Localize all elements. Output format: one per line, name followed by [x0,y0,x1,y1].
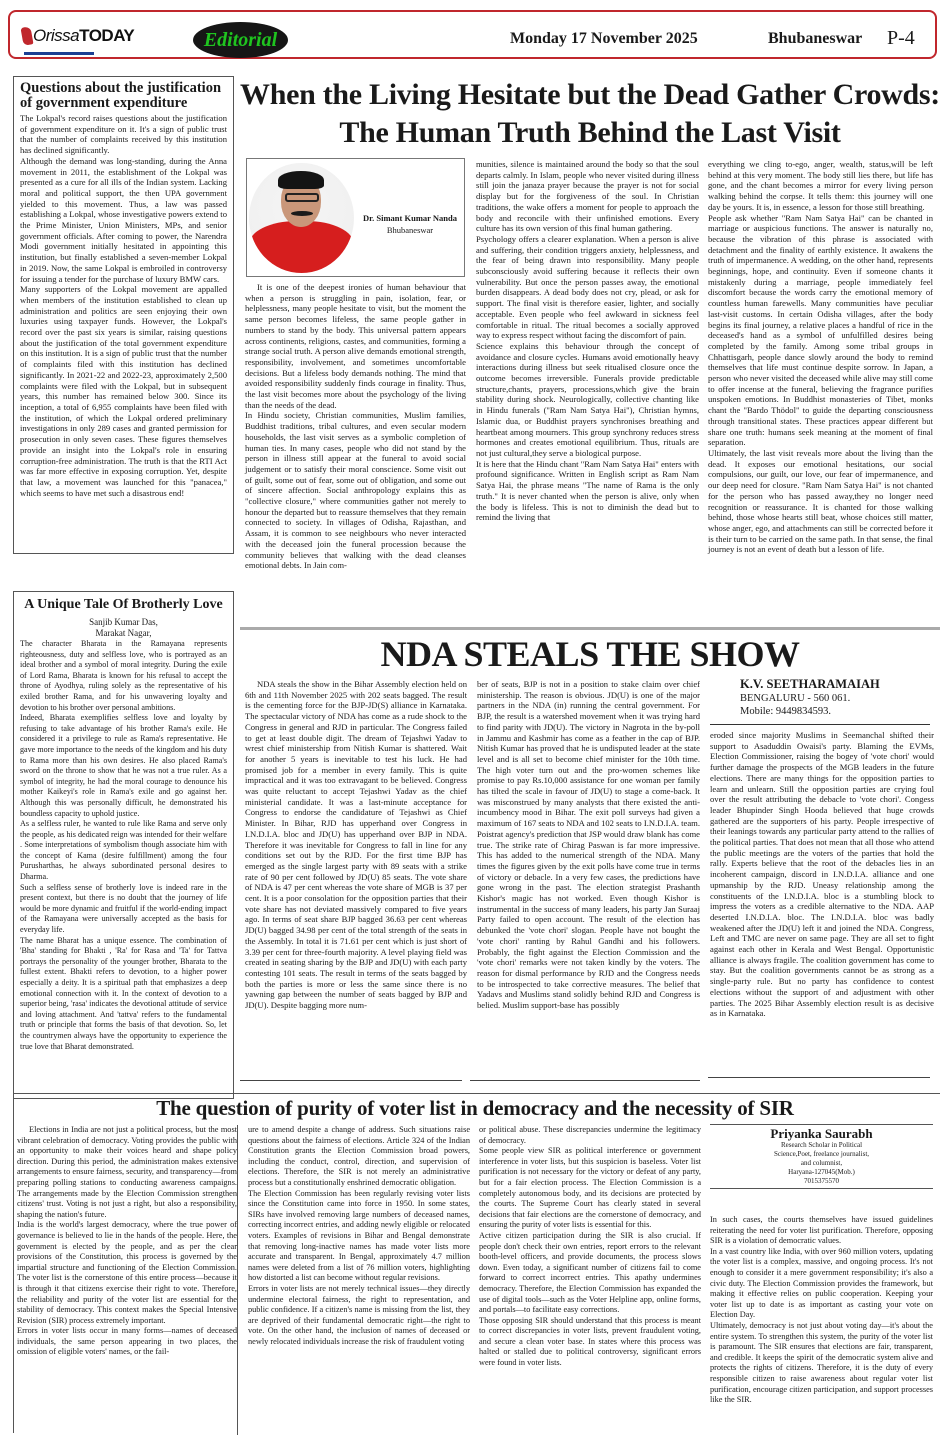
nda-author-divider [710,724,930,725]
sir-column-3 [479,1125,701,1369]
nda-column-2 [477,679,700,1011]
issue-city: Bhubaneswar [768,30,863,47]
feature-paragraph: Ultimately, the last visit reveals more about the living than the dead. It exposes our emotional hesitations, our social compulsions, our guilt, our love, our fear of impermanence, and our deep need for closure. "Ram Nam Satya Hai" is not chanted for the person who has passed away,they no longer need recognition or reassurance. It is chanted for those walking behind, those whose hearts still beat, whose choices still matter, whose anger, ego, and attachments can still be corrected before it is their turn to be carried on the same path. In that sense, the final journey is not an event of death but a lesson of life. [708,447,933,555]
feature-paragraph: It is one of the deepest ironies of human behaviour that when a person is struggling in pain, isolation, fear, or helplessness, many people hesitate to visit, but the moment the same person becomes lifeless, the same people gather in numbers to stand by the body. This universal pattern appears across continents, religions, castes, and communities, forming a strange social truth. A person alive demands emotional strength, responsibility, involvement, and sometimes uncomfortable decisions. But a lifeless body demands nothing. The mind that avoided responsibility suddenly finds courage in finality. Thus, the last visit becomes more about the psychology of the living than the needs of the dead. [245,282,466,410]
sir-paragraph: In such cases, the courts themselves have issued guidelines reiterating the need for voter list purification. Therefore, opposing SIR is a violation of democratic values. [710,1215,933,1246]
nda-bottom-rule [470,1080,700,1081]
lokpal-paragraph: The Lokpal's record raises questions about the justification of government expenditure on it. It's a sign of public trust that the number of complaints received by this institution has declined significantly. [20,113,227,156]
sir-paragraph: Errors in voter lists occur in many forms—names of deceased individuals, the same person appearing in two places, the omission of eligible voters' names, or the fail- [17,1326,237,1357]
masthead [8,10,937,59]
sir-author-line: Science,Poet, freelance journalist, [773,1150,870,1158]
brotherly-love-paragraph: Indeed, Bharata exemplifies selfless love and loyalty by refusing to take advantage of his brother Rama's exile. He considered it a privilege to rule as Rama's representative. He gave more importance to the needs of the kingdom and his duty to Rama more than his own desires. He also placed Rama's sword on the throne to show that he was not a true ruler. As a symbol of integrity, he had the moral courage to denounce his mother Kaikeyi's role in Rama's exile and go against her. Although this was personally difficult, he demonstrated his boundless capacity to uphold justice. [20,713,227,818]
feature-headline: When the Living Hesitate but the Dead Gather Crowds: The Human Truth Behind the Last Visit [240,78,940,149]
feature-paragraph: Science explains this behaviour through the concept of avoidance and closure cycles. Humans avoid emotionally heavy interactions during illness but seek ritualised closure once the outcome becomes irreversible. Funerals provide predictable structure,chants, prayers, processions,which give the brain stability during shock. Neurologically, collective chanting like in Hindu funerals ("Ram Nam Satya Hai"), Christian hymns, Islamic dua, or Buddhist prayers synchronises breathing and heartbeat among mourners. This group synchrony reduces stress hormones and creates emotional equilibrium. Thus, rituals are not just cultural,they serve a biological purpose. [476,340,699,458]
sir-author-line: and columnist, [800,1159,843,1167]
feature-paragraph: It is here that the Hindu chant "Ram Nam Satya Hai" enters with profound significance. Written in English script as Ram Nam Satya Hai, the phrase means "The name of Rama is the only truth." It is never chanted when the person is alive, only when the body is lifeless. This is not to diminish the dead but to remind the living that [476,458,699,523]
sir-paragraph: Elections in India are not just a political process, but the most vibrant celebration of democracy. Voting provides the public with an opportunity to make their voices heard and shape policy direction. During this period, the administration makes extensive arrangements to ensure fairness, security, and transparency—from preparing polling stations to conducting awareness campaigns. The arrangements made by the Election Commission strengthen citizens' trust. Voting is not just a right, but also a responsibility, shaping the nation's future. [17,1125,237,1219]
feature-column-3 [708,159,933,555]
sir-paragraph: The Election Commission has been regularly revising voter lists since the Constitution came into force in 1950. In some states, SIRs have involved removing large numbers of deceased names, correcting incorrect entries, and adding newly eligible or relocated voters. Examples of revisions in Bihar and Bengal demonstrate that removing long-inactive names has made voter lists more accurate and transparent. In Bengal, approximately 4.7 million names were deleted from a list of 76 million voters, highlighting how distorted a list can become without regular revisions. [248,1188,470,1283]
sir-author-name: Priyanka Saurabh [770,1126,873,1141]
brotherly-love-body [20,639,227,1052]
feature-divider [240,627,940,630]
logo-text-orissa: Orissa [33,26,80,45]
nda-author-city: BENGALURU - 560 061. [740,693,851,704]
sir-paragraph: Those opposing SIR should understand that this process is meant to correct discrepancies in voter lists, prevent fraudulent voting, and secure a clean voter base. In states where this process was halted or stalled due to political controversy, significant errors were found in voter lists. [479,1315,701,1368]
feature-column-2 [476,159,699,523]
sir-author-block [710,1124,933,1189]
sir-author-line: Haryana-127045(Mob.) [788,1168,855,1176]
sir-author-line: 7015375570 [804,1177,839,1185]
sir-paragraph: Some people view SIR as political interference or government interference in voter lists, but this suspicion is baseless. Voter list purification is not necessary for the victory or defeat of any party, but for a fair election process. The Election Commission is a completely autonomous body, and its decisions are protected by the courts. The Supreme Court has clearly stated in several decisions that fair elections are the cornerstone of democracy, and ensuring the purity of voter lists is essential for this. [479,1146,701,1230]
section-badge-label: Editorial [203,28,278,51]
sir-paragraph: In a vast country like India, with over 960 million voters, updating the voter list is a complex, massive, and ongoing process. It's not enough to consider it a mere government responsibility; it's also a civic duty. The Election Commission provides the framework, but making it effective relies on public cooperation. Keeping your voter list up to date is as important as casting your vote on Election Day. [710,1246,933,1320]
brotherly-love-paragraph: The character Bharata in the Ramayana represents righteousness, duty and selfless love, who is portrayed as an ideal brother and a symbol of moral integrity. During the exile of Lord Rama, Bharata is known for his refusal to accept the throne of Ayodhya, ruling solely as the representative of his exiled brother Rama, and for his unwavering loyalty and devotion to his brother over personal ambitions. [20,639,227,712]
sir-paragraph: Active citizen participation during the SIR is also crucial. If people don't check their own entries, report errors to the relevant booth-level officers, and provide documents, the process slows down. Even today, a significant number of citizens fail to come forward to correct incorrect entries. This apathy undermines democracy. Therefore, the Election Commission has expanded the use of digital tools—such as the Voter Helpline app, online forms, and portals—to facilitate easy corrections. [479,1230,701,1315]
lokpal-article [13,76,234,554]
orissa-today-logo[interactable] [22,24,134,48]
issue-date: Monday 17 November 2025 [510,30,698,47]
brotherly-love-article [13,591,234,1099]
sir-paragraph: Ultimately, democracy is not just about voting day—it's about the entire system. To strengthen this system, the purity of the voter list is paramount. The SIR ensures that elections are fair, transparent, and credible. It keeps the spirit of the democratic system alive and protects the rights of citizens. Therefore, it is the duty of every responsible citizen to raise awareness about regular voter list purification, encourage citizen participation, and support processes like the SIR. [710,1320,933,1405]
brotherly-love-author-place: Marakat Nagar, [95,628,152,638]
feature-paragraph: In Hindu society, Christian communities, Muslim families, Buddhist traditions, tribal cultures, and even secular modern households, the last visit serves as a symbolic completion of human ties. In many cases, people who did not stand by the person in illness still appear at the funeral to avoid social judgement or to satisfy their moral conscience. Some visit out of guilt, some out of fear, some out of obligation, and some out of sincere affection. Social anthropology explains this as "collective closure," where communities gather not merely to honour the departed but to reassure themselves that they remain connected to society. In villages of Odisha, Rajasthan, and Assam, it is common to see neighbours who never interacted with the deceased join the funeral procession because the community believes that walking with the dead cleanses emotional debts. In Jain com- [245,410,466,571]
lokpal-paragraph: Although the demand was long-standing, during the Anna movement in 2011, the establishment of the Lokpal was presented as a cure for all ills of the Indian system. Lacking moral and political support, the then UPA government yielded to this movement. Thus, a law was passed establishing a Lokpal, whose investigative powers extend to the Prime Minister, Union Ministers, MPs, and senior government officials. After coming to power, the Narendra Modi government initially hesitated in appointing this institution, but finally established a seven-member Lokpal in 2019. Now, the same Lokpal is embroiled in controversy for issuing a tender for the purchase of luxury BMW cars. [20,155,227,284]
sir-column-1 [17,1125,237,1358]
nda-headline: NDA STEALS THE SHOW [380,634,800,674]
nda-bottom-rule [240,1080,462,1081]
sir-column-2 [248,1125,470,1347]
brotherly-love-paragraph: Such a selfless sense of brotherly love is indeed rare in the present context, but there is no doubt that the journey of life would be more dynamic and fruitful if the world-ending impact of the Ramayana were universally accepted as the basis for everyday life. [20,882,227,935]
logo-text-today: TODAY [79,26,135,45]
nda-bottom-rule [708,1077,930,1078]
nda-paragraph: eroded since majority Muslims in Seemanchal shifted their support to Asaduddin Owaisi's party. Blaming the EVMs, Election Commissioner, raising the bogey of 'vote chori' would further damage the prospects of the MGB leaders in the future elections. There are many things for the opposition parties to learn and unlearn. Still the opposition parties are crying foul over the result attributing the debacle to 'vote chori'. Congess leader Bhupinder Singh Hooda believed that huge crowds gathered are the supporters of his party. People irrespective of their leanings towards any particular party attend to the rallies of the political parties. That does not mean that all those who attend the public meetings are the voters of the parties that hold the rally. Experts believe that the root of the debacles lies in an incoherent campaign, discord in I.N.D.I.A. alliance and one upmanship by the RJD. Uneasy relationship among the constituents of the I.N.D.I.A. bloc is a stumbling block to impress the voters as a credible alternative to the NDA. AAP deserted I.N.D.I.A. bloc. The I.N.D.I.A. bloc was badly weakened after the JD(U) left it and joined the NDA. Congress, Left and TMC are never on same page. They are all set to fight against each other in Kerala and West Bengal. Opportunistic alliance is always fragile. The coalition government has come to stay. But the coalition governments cannot be as strong as a single-party rule. But no party has confidence to contest elections without the support of and adjustment with other parties. The 2025 Bihar Assembly election result is as decisive as in Karnataka. [710,730,934,1019]
feature-paragraph: People ask whether "Ram Nam Satya Hai" can be chanted in marriage or auspicious functions. The answer is naturally no, because the vibration of this phrase is associated with detachment and the finality of earthly existence. It awakens the truth of impermanence. A wedding, on the other hand, represents beginnings, hope, and continuity. Even if someone chants it mistakenly during a marriage, people immediately feel discomfort because the words carry the emotional memory of countless human farewells. Many communities have peculiar last-visit customs. In certain Odisha villages, after the body begins its final journey, a relative places a handful of rice in the deceased's hand as a symbol of unfulfilled desires being completed by the family. Among some tribal groups in Chhattisgarh, people dance slowly around the body to remind themselves that life must continue despite sorrow. In Japan, a person who never visited the deceased while alive may still come to offer incense at the funeral, believing the fragrance purifies unspoken emotions. In Buddhist monasteries of Tibet, monks chant the "Bardo Thödol" to guide the departing consciousness through transitional states. These practices appear different but share one truth: humans seek meaning at the moment of final separation. [708,212,933,448]
sir-paragraph: Errors in voter lists are not merely technical issues—they directly undermine electoral fairness, the right to representation, and public confidence. If a citizen's name is missing from the list, they are deprived of their fundamental democratic right—the right to vote. On the other hand, the inclusion of names of deceased or newly relocated individuals increase the risk of fraudulent voting [248,1283,470,1346]
nda-author-block [740,677,880,718]
nda-paragraph: ber of seats, BJP is not in a position to stake claim over chief ministership. The reason is obvious. JD(U) is one of the major partners in the NDA (in) running the central government. For BJP, the result is a watershed movement when it was trying hard to find parity with JD(U). The victory in Nagrota in the by-poll in Jammu and Kashmir has come as a feather in the cap of BJP. Nitish Kumar has proved that he is undisputed leader at the state level and is all set to become chief minister for the 10th time. The high voter turn out and the pro-women schemes like promise to pay Rs.10,000 assistance for one woman per family has tilted the scale in favour of JD(U) to stage a come-back. It was misconstrued by many analysts that there existed the anti-incumbency mood in Bihar. The exit poll surveys had given a maximum of 167 seats to NDA and 102 seats to I.N.D.I.A. team. Poistrat agency's prediction that JSP would draw blank has come true. The strike rate of Chirag Paswan is far more impressive. This has added to the numerical strength of the NDA. Many times the figures given by the exit polls have come true in terms of victory or debacle. In a very few cases, the predictions have gone wrong in the past. The election strategist Prashanth Kishor's magic has not worked. Even though Kishor is instrumental in the success of many leaders, his party Jan Suraaj Party failed to open account. The result of the election has debunked the 'vote chori' slogan. People have not bought the 'vote chori' ranting by Rahul Gandhi and his followers. Probably, the fight against the Election Commission and the 'vote chori' remarks were not taken kindly by the voters. The reason for dismal performance by RJD and the Congress needs to be introspected to take corrective measures. The belief that Yadavs and Muslims stand solidly behind RJD and Congress is belied. Muslim support-base has possibly [477,679,700,1011]
sir-headline: The question of purity of voter list in democracy and the necessity of SIR [156,1096,794,1120]
nda-paragraph: NDA steals the show in the Bihar Assembly election held on 6th and 11th November 2025 with 202 seats bagged. The result is the cementing force for the BJP-JD(S) alliance in Karnataka. The spectacular victory of NDA has come as a rude shock to the Congress in general and RJD in particular. The Congress failed to get at least double digit. The dream of Tejashwi Yadav to wrest chief ministership from Nitish Kumar is shattered. Wait for another 5 years is inevitable to test his luck. He had promised job for a member in every family. This is quite impractical and it was too extravagant to be believed. Congress was quite reluctant to accept Tejashwi Yadav as the chief ministerial candidate. It was a last-minute acceptance for Congress to endorse the candidature of Tejashwi as Chief Minister. In Bihar, RJD has upperhand over Congress in I.N.D.I.A. bloc and JD(U) has upperhand over BJP in NDA. Therefore it was inevitable for Congress to fall in line for any conditions set out by the RJD. For the first time BJP has emerged as the single largest party with 89 seats with a strike rate of 90 per cent followed by JD(U) 85 seats. The vote share of NDA is 47 per cent whereas the vote share of MGB is 37 per cent. It is a poor consolation for the opposition parties that their vote share has not deviated massively compared to five years ago. In terms of seat share BJP bagged 36.63 per cent whereas JD(U) bagged 34.98 per cent of the total strength of the seats in the Assembly. In total it is 71.61 per cent which is just short of 3.39 per cent for three-fourth majority. A level playing field was created in seating sharing by the BJP and JD(U) with each party contesting 101 seats. The result in terms of the seats bagged by both the parties is more or less the same since there is no yawning gap between the number of seats bagged by BJP and JD(U). Despite bagging more num- [245,679,467,1011]
brotherly-love-title: A Unique Tale Of Brotherly Love [24,597,223,612]
nda-column-3 [710,730,934,1019]
sir-paragraph: India is the world's largest democracy, where the true power of governance is believed to lie in the hands of the people. Here, the government is elected by the people, and as per the clear provisions of the Constitution, this process is governed by the impartial structure and functioning of the Election Commission. The voter list is the cornerstone of this entire process—because it is through it that citizens exercise their right to vote. Therefore, the reliability and purity of the voter list are essential for the stability of democracy. This context makes the Special Intensive Revision (SIR) process extremely important. [17,1220,237,1325]
lokpal-paragraph: Many supporters of the Lokpal movement are appalled when members of the institution established to clean up administration and politics are seen enjoying their own luxuries using taxpayer funds. However, the Lokpal's record over the past six years is similar, raising questions about the justification of the total government expenditure on this institution. It is a sign of public trust that the number of complaints filed with this institution has declined significantly. In 2021-22 and 2022-23, approximately 2,500 complaints were filed with the Lokpal, but in subsequent years, this number has remained below 300. Since its inception, a total of 6,955 complaints have been filed with the institution, of which the Lokpal ordered preliminary investigations in only 289 cases and granted permission for prosecution in only seven cases. These figures themselves provide an insight into the Lokpal's role in ensuring corruption-free administration. The truth is that the RTI Act was far more effective in exposing corruption. Yet, despite that law, a movement was launched for this "panacea," which seems to have met such a disastrous end! [20,284,227,498]
feature-paragraph: munities, silence is maintained around the body so that the soul departs calmly. In Islam, people who never visited during illness still join the janaza prayer because the prayer is not for social display but for the forgiveness of the soul. In Christian traditions, the wake offers a moment for people to approach the body and reconcile with their unfinished emotions. Every culture has its own version of this final human gathering. [476,159,699,234]
feature-author-city: Bhubaneswar [386,225,434,235]
brotherly-love-paragraph: The name Bharat has a unique essence. The combination of 'Bha' standing for Bhakti , 'Ra' for Rasa and 'Ta' for Tattva portrays the personality of the younger brother, Bharata to the fullest extent. Bhakti refers to devotion, to a higher power especially a deity. It is a spiritual path that emphasizes a deep emotional connection with it. In the context of devotion to a superior being, 'rasa' indicates the devotional attitude of service and loving attachment. And 'tattva' refers to the fundamental truth or principle that forms the basis of that devotion. So, let the countrymen always have the opportunity to experience the true love that Bharat demonstrated. [20,935,227,1051]
nda-author-mobile: Mobile: 9449834593. [740,706,831,717]
sir-paragraph: ure to amend despite a change of address. Such situations raise questions about the fairness of elections. Article 324 of the Indian Constitution grants the Election Commission broad powers, including the conduct, control, direction, and supervision of elections. Therefore, the SIR is not merely an administrative process but a constitutionally enshrined democratic obligation. [248,1125,470,1187]
sir-author-line: Research Scholar in Political [780,1141,863,1149]
brotherly-love-paragraph: As a selfless ruler, he wanted to rule like Rama and serve only the people, as his dedicated reign was intended for their welfare . Some interpretations of symbolism though associate him with the concept of Kama (desire fulfillment) among the four Purusharthas, he always subordinated personal desires to Dharma. [20,819,227,882]
page-number: P-4 [887,27,915,49]
odisha-map-icon [21,26,34,45]
lokpal-body [20,113,227,498]
nda-column-1 [245,679,467,1011]
feature-author-name: Dr. Simant Kumar Nanda [363,213,457,223]
column-divider [237,1125,238,1435]
author-portrait-icon [249,163,354,273]
feature-paragraph: everything we cling to-ego, anger, wealth, status,will be left behind at this very moment. The body still lies there, but life has gone, and the chant becomes a mirror for every living person walking behind the corpse. It tells them: this journey will one day be yours. It is, in essence, a lesson for those still breathing. [708,159,933,212]
brotherly-love-author: Sanjib Kumar Das, [89,617,158,627]
nda-author-name: K.V. SEETHARAMAIAH [740,677,880,691]
sir-column-4 [710,1215,933,1406]
feature-column-1 [245,282,466,571]
logo-underline-bar [24,52,94,55]
sir-paragraph: or political abuse. These discrepancies undermine the legitimacy of democracy. [479,1125,701,1145]
lokpal-title: Questions about the justification of government expenditure [20,80,222,111]
feature-paragraph: Psychology offers a clearer explanation. When a person is alive and suffering, their condition triggers anxiety, helplessness, and the fear of being drawn into responsibility. Many people subconsciously avoid suffering because it reflects their own vulnerability. But once the person passes away, the emotional burden disappears. A dead body does not cry, plead, or ask for support. The final visit is therefore easier, lighter, and socially acceptable. Even people who feel awkward in sickness feel comfortable in ritual. The ritual becomes a socially approved way to express respect without facing the discomfort of pain. [476,233,699,341]
section-badge [193,22,288,58]
